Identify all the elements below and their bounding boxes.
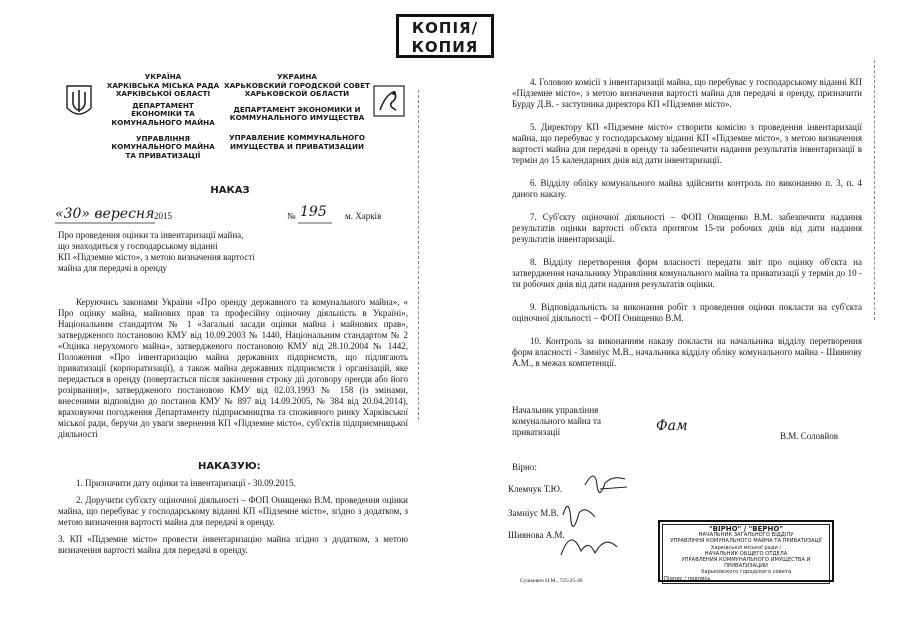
executor-footer: Сушкевич Н.М., 725-25-48 <box>520 578 583 584</box>
header-left-country: УКРАЇНА <box>144 72 182 81</box>
verno-stamp-title: "ВІРНО" / "ВЕРНО" <box>709 525 783 533</box>
order-item-7: 7. Суб'єкту оціночної діяльності – ФОП Онищенко В.М. забезпечити надання результатів оцінки вартості об'єкта протягом 15-ти робочих днів від дати надання результатів інвентаризації. <box>512 212 862 244</box>
subject-line-1: Про проведення оцінки та інвентаризації майна, <box>58 230 244 240</box>
verno-stamp-l5: НАЧАЛЬНИК ОБЩЕГО ОТДЕЛА <box>704 550 788 557</box>
date-handwritten: «30» вересня <box>55 206 155 222</box>
subject-line-3: КП «Підземне місто», з метою визначення вартості <box>58 252 255 262</box>
header-left-dept6: ТА ПРИВАТИЗАЦІЇ <box>125 150 201 160</box>
items-left <box>58 478 408 556</box>
header-left-dept4: УПРАВЛІННЯ <box>135 133 191 143</box>
order-item-2: 2. Доручити суб'єкту оціночної діяльності – ФОП Онищенко В.М. проведення оцінки майна, що перебуває у господарському віданні КП «Підземне місто», згідно з додатком, з метою визначення вартості майна для передачі в оренду. <box>58 495 408 527</box>
number-handwritten: 195 <box>300 204 327 220</box>
verno-stamp-l3: УПРАВЛІННЯ КОМУНАЛЬНОГО МАЙНА ТА ПРИВАТИЗАЦІЇ <box>670 538 822 545</box>
verno-label: Вірно: <box>512 462 537 472</box>
verno-stamp-l7: Харьковского городского совета <box>700 569 792 576</box>
order-item-8: 8. Відділу перетворення форм власності передати звіт про оцінку об'єкта на затвердження начальнику Управління комунального майна та приватизації у термін до 10 - ти робочих днів від дати надання результатів оцінки. <box>512 257 862 289</box>
number-underline <box>298 222 332 225</box>
header-left-dept1: ДЕПАРТАМЕНТ <box>132 100 194 110</box>
order-subject <box>58 230 298 274</box>
order-heading: НАКАЗУЮ: <box>198 461 261 472</box>
header-left-dept5: КОМУНАЛЬНОГО МАЙНА <box>111 142 215 152</box>
verno-name-1: Клемчук Т.Ю. <box>508 484 563 494</box>
trident-emblem-icon <box>64 84 94 120</box>
header-right <box>222 73 372 151</box>
number-prefix: № <box>287 211 296 221</box>
header-right-country: УКРАИНА <box>277 72 317 81</box>
signatory-position-line1: Начальник управління <box>512 405 599 415</box>
copy-stamp-line1: КОПІЯ/ <box>411 19 479 37</box>
signatory-name: В.М. Соловйов <box>780 431 838 441</box>
copy-stamp-line2: КОПИЯ <box>411 38 479 56</box>
subject-line-4: майна для передачі в оренду <box>58 263 168 273</box>
director-signature: Фам <box>656 418 688 434</box>
header-left <box>102 73 224 160</box>
city-coat-of-arms-icon <box>372 84 406 118</box>
header-right-dept3: УПРАВЛЕНИЕ КОММУНАЛЬНОГО <box>229 132 365 142</box>
copy-stamp <box>396 14 494 58</box>
date-underline <box>55 222 155 225</box>
page-fold-right <box>874 60 885 320</box>
verno-stamp-l2: НАЧАЛЬНИК ЗАГАЛЬНОГО ВІДДІЛУ <box>698 532 794 539</box>
preamble: Керуючись законами України «Про оренду державного та комунального майна», « Про оцінку майна, майнових прав та професійну оціночну діяльність в Україні», Національним стандартом № 1 «Загальні засади оцінки майна і майнових прав», затвердженого постановою КМУ від 10.09.2003 № 1440, Національним стандартом № 2 «Оцінка нерухомого майна», затвердженого постановою КМУ від 28.10.2004 № 1442, Положення «Про інвентаризацію майна державних підприємств, що підлягають приватизації (корпоратизації), а також майна державних підприємств і організацій, яке передається в оренду (повертається після закінчення строку дії договору оренди або його розірвання)», затвердженого постановою КМУ від 02.03.1993 № 158 (із змінами, внесеними відповідно до постанов КМУ № 897 від 14.09.2005, № 384 від 20.04.2014), враховуючи погодження Департаменту підприємництва та споживчого ринку Харківської міської ради, беручи до уваги звернення КП «Підземне місто», суб'єктів підприємницької діяльності <box>58 297 408 439</box>
header-left-council: ХАРКІВСЬКА МІСЬКА РАДА <box>106 80 220 90</box>
order-item-9: 9. Відповідальність за виконання робіт з проведення оцінки покласти на суб'єкта оціночної діяльності – ФОП Онищенко В.М. <box>512 302 862 323</box>
visa-signatures <box>555 465 645 565</box>
verno-stamp-l6: УПРАВЛЕНИЯ КОММУНАЛЬНОГО ИМУЩЕСТВА И ПРИВАТИЗАЦИИ <box>681 557 811 570</box>
order-item-4: 4. Головою комісії з інвентаризації майна, що перебуває у господарському віданні КП «Підземне місто», з метою визначення вартості майна для передачі в оренду, призначити Бурду Д.В. - заступника директора КП «Підземне місто». <box>512 77 862 109</box>
verno-name-3: Шиянова А.М. <box>508 530 565 540</box>
items-right <box>512 77 862 369</box>
header-left-dept3: КОМУНАЛЬНОГО МАЙНА <box>111 117 215 127</box>
header-left-region: ХАРКІВСЬКОЇ ОБЛАСТІ <box>115 89 211 99</box>
subject-line-2: що знаходиться у господарському віданні <box>58 241 218 251</box>
header-right-council: ХАРЬКОВСКИЙ ГОРОДСКОЙ СОВЕТ <box>224 80 370 90</box>
header-left-dept2: ЕКОНОМІКИ ТА <box>131 109 195 119</box>
order-item-3: 3. КП «Підземне місто» провести інвентаризацію майна згідно з додатком, з метою визначення вартості майна для передачі в оренду. <box>58 534 408 555</box>
verno-name-2: Замніус М.В. <box>508 508 559 518</box>
signatory-position <box>512 405 642 438</box>
signatory-position-line3: приватизації <box>512 427 561 437</box>
verno-stamp <box>658 520 834 582</box>
signatory-position-line2: комунального майна та <box>512 416 602 426</box>
page-fold-left <box>418 90 429 420</box>
header-right-region: ХАРЬКОВСКОЙ ОБЛАСТИ <box>244 89 350 99</box>
verno-stamp-l4: Харківської міської ради / <box>710 544 782 551</box>
order-item-10: 10. Контроль за виконанням наказу покласти на начальника відділу перетворення форм власності - Замніус М.В., начальника відділу обліку комунального майна - Шиянову А.М., в межах компетенції. <box>512 336 862 368</box>
header-right-dept1: ДЕПАРТАМЕНТ ЭКОНОМИКИ И <box>233 104 361 114</box>
header-right-dept2: КОММУНАЛЬНОГО ИМУЩЕСТВА <box>229 113 365 123</box>
order-item-5: 5. Директору КП «Підземне місто» створити комісію з проведення інвентаризації майна, що перебуває у господарському віданні КП «Підземне місто», з метою визначення вартості майна для передачі в оренду та забезпечити надання результатів інвентаризації в термін до 15 календарних днів від дати інвентаризації. <box>512 122 862 165</box>
order-title: НАКАЗ <box>210 185 250 196</box>
date-year: 2015 <box>154 211 172 221</box>
header-right-dept4: ИМУЩЕСТВА И ПРИВАТИЗАЦИИ <box>229 141 364 151</box>
city: м. Харків <box>345 211 382 221</box>
order-item-6: 6. Відділу обліку комунального майна здійснити контроль по виконанню п. 3, п. 4 даного наказу. <box>512 178 862 199</box>
verno-stamp-l8: Підпис / подпись <box>664 575 711 582</box>
date-number-row <box>55 206 415 224</box>
order-item-1: 1. Призначити дату оцінки та інвентаризації - 30.09.2015. <box>76 478 296 488</box>
